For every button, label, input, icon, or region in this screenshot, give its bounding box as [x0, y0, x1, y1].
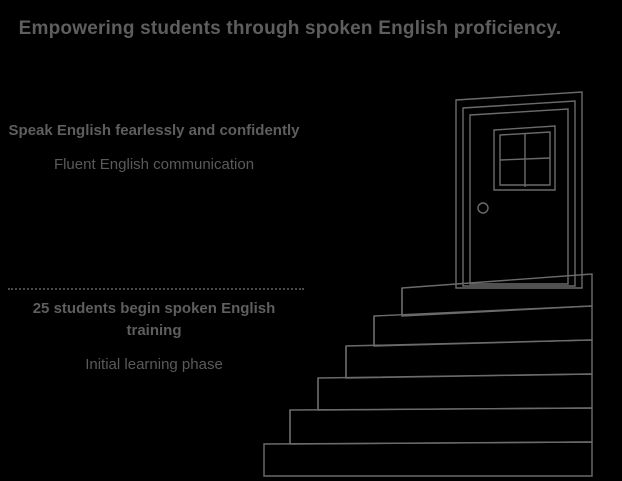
milestone-top [4, 120, 304, 175]
milestone-bottom-headline: 25 students begin spoken English training [32, 300, 276, 339]
page-title: Empowering students through spoken English proficiency. [18, 18, 562, 39]
milestone-bottom-subtext: Initial learning phase [85, 355, 223, 373]
dotted-divider [8, 288, 304, 290]
milestone-bottom [4, 298, 304, 375]
staircase-icon [264, 274, 592, 476]
door-leaf-icon [470, 109, 568, 284]
milestone-top-headline: Speak English fearlessly and confidently [8, 122, 300, 139]
stairs-and-door-illustration [262, 78, 622, 478]
milestone-top-subtext: Fluent English communication [53, 155, 255, 173]
